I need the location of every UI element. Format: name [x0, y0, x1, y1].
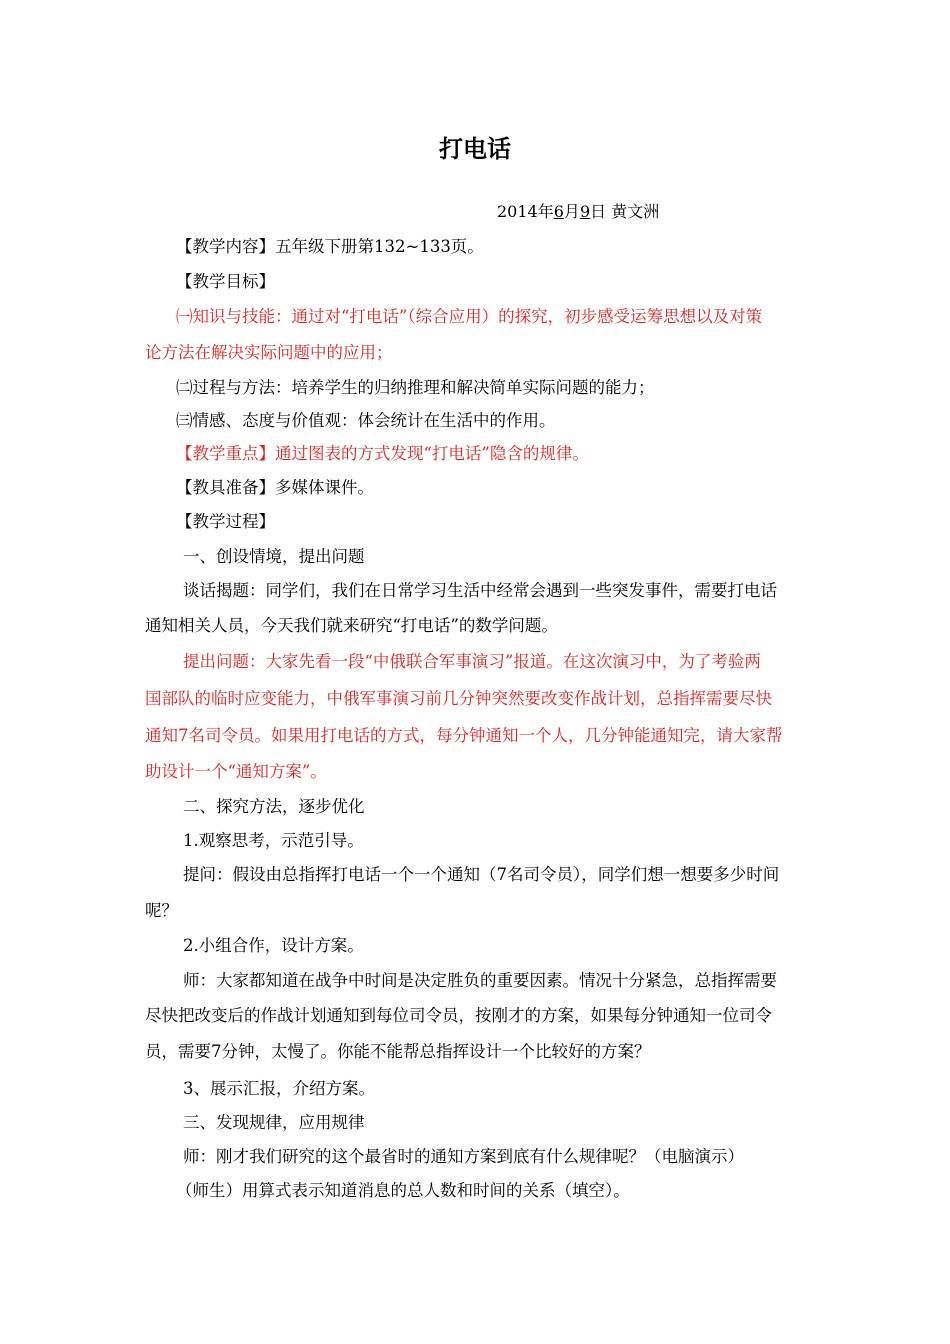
step-three-heading: 3、展示汇报，介绍方案。 — [183, 1079, 375, 1098]
step-one-heading: 1.观察思考，示范引导。 — [183, 831, 364, 850]
teaching-process-heading: 【教学过程】 — [176, 512, 275, 531]
goal-process: ㈡过程与方法：培养学生的归纳推理和解决简单实际问题的能力； — [176, 378, 655, 397]
section-two-heading: 二、探究方法，逐步优化 — [183, 797, 365, 816]
problem-paragraph-line2: 国部队的临时应变能力，中俄军事演习前几分钟突然要改变作战计划，总指挥需要尽快 — [145, 689, 772, 708]
teaching-goals-heading: 【教学目标】 — [176, 272, 275, 291]
formula-instruction: （师生）用算式表示知道消息的总人数和时间的关系（填空）。 — [176, 1181, 630, 1200]
goal-knowledge-line1: ㈠知识与技能：通过对“打电话”（综合应用）的探究，初步感受运筹思想以及对策 — [176, 307, 763, 326]
author-name: 黄文洲 — [611, 202, 660, 221]
teaching-materials: 【教具准备】多媒体课件。 — [176, 478, 374, 497]
date-day-suffix: 日 — [590, 202, 607, 221]
intro-paragraph-line1: 谈话揭题：同学们，我们在日常学习生活中经常会遇到一些突发事件，需要打电话 — [183, 581, 777, 600]
goal-emotion: ㈢情感、态度与价值观：体会统计在生活中的作用。 — [176, 411, 556, 430]
section-one-heading: 一、创设情境，提出问题 — [183, 547, 365, 566]
teaching-key-point: 【教学重点】通过图表的方式发现“打电话”隐含的规律。 — [176, 444, 589, 463]
date-year: 2014 — [497, 202, 538, 221]
teacher-paragraph-line1: 师：大家都知道在战争中时间是决定胜负的重要因素。情况十分紧急，总指挥需要 — [183, 971, 777, 990]
teacher-paragraph-line2: 尽快把改变后的作战计划通知到每位司令员，按刚才的方案，如果每分钟通知一位司令 — [145, 1006, 772, 1025]
date-day: 9 — [579, 202, 591, 221]
problem-paragraph-line3: 通知7名司令员。如果用打电话的方式，每分钟通知一个人，几分钟能通知完，请大家帮 — [145, 726, 783, 745]
page-title: 打电话 — [439, 135, 511, 163]
date-month: 6 — [553, 202, 564, 221]
date-month-suffix: 月 — [563, 202, 580, 221]
problem-paragraph-line4: 助设计一个“通知方案”。 — [145, 762, 327, 781]
intro-paragraph-line2: 通知相关人员，今天我们就来研究“打电话”的数学问题。 — [145, 616, 558, 635]
rule-question: 师：刚才我们研究的这个最省时的通知方案到底有什么规律呢？（电脑演示） — [183, 1147, 744, 1166]
question-paragraph-line1: 提问：假设由总指挥打电话一个一个通知（7名司令员），同学们想一想要多少时间 — [183, 865, 780, 884]
date-author-line — [497, 200, 659, 224]
problem-paragraph-line1: 提出问题：大家先看一段“中俄联合军事演习”报道。在这次演习中，为了考验两 — [183, 652, 761, 671]
teaching-content: 【教学内容】五年级下册第132~133页。 — [176, 237, 484, 256]
question-paragraph-line2: 呢？ — [145, 901, 178, 920]
date-year-suffix: 年 — [537, 202, 554, 221]
goal-knowledge-line2: 论方法在解决实际问题中的应用； — [145, 343, 393, 362]
step-two-heading: 2.小组合作，设计方案。 — [183, 936, 364, 955]
teacher-paragraph-line3: 员，需要7分钟，太慢了。你能不能帮总指挥设计一个比较好的方案？ — [145, 1042, 651, 1061]
section-three-heading: 三、发现规律，应用规律 — [183, 1113, 365, 1132]
